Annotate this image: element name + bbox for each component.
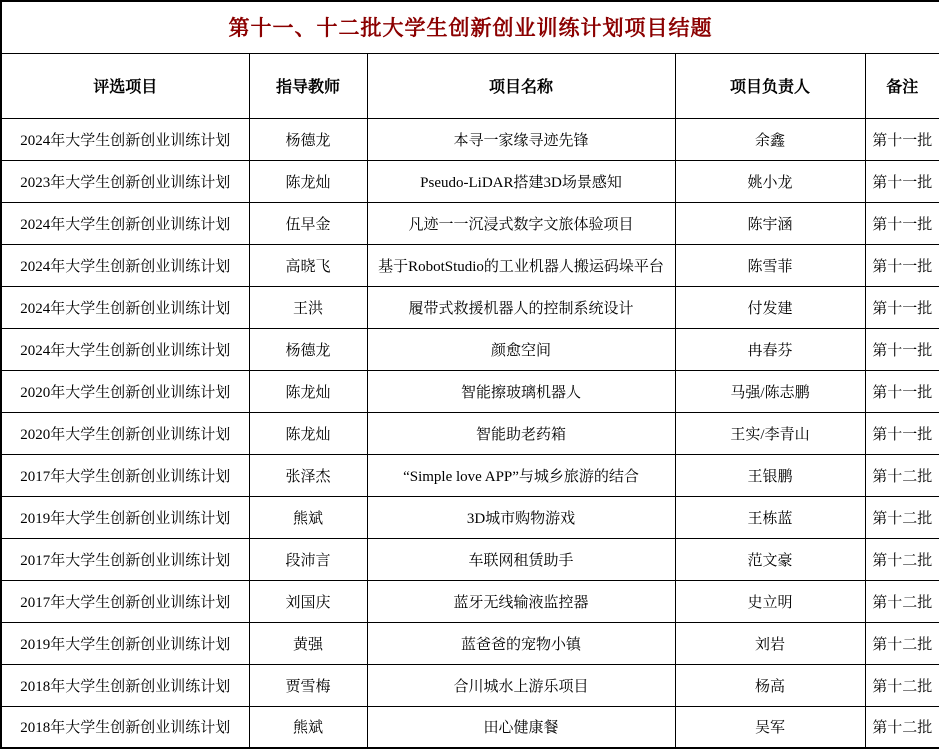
cell-remark: 第十一批: [865, 286, 939, 328]
cell-remark: 第十一批: [865, 202, 939, 244]
cell-project-leader: 吴军: [675, 706, 865, 748]
cell-project-leader: 姚小龙: [675, 160, 865, 202]
table-row: [1, 412, 939, 454]
cell-remark: 第十一批: [865, 328, 939, 370]
cell-advisor: 陈龙灿: [249, 412, 367, 454]
cell-project-leader: 王银鹏: [675, 454, 865, 496]
cell-remark: 第十二批: [865, 454, 939, 496]
cell-remark: 第十二批: [865, 496, 939, 538]
cell-project-name: 基于RobotStudio的工业机器人搬运码垛平台: [367, 244, 675, 286]
cell-project-category: 2024年大学生创新创业训练计划: [1, 328, 249, 370]
cell-project-name: 凡迹一一沉浸式数字文旅体验项目: [367, 202, 675, 244]
cell-project-leader: 王栋蓝: [675, 496, 865, 538]
title-row: [1, 1, 939, 53]
cell-project-leader: 刘岩: [675, 622, 865, 664]
cell-advisor: 伍早金: [249, 202, 367, 244]
table-title: 第十一、十二批大学生创新创业训练计划项目结题: [1, 1, 939, 53]
cell-project-category: 2024年大学生创新创业训练计划: [1, 286, 249, 328]
cell-advisor: 杨德龙: [249, 118, 367, 160]
cell-project-name: 履带式救援机器人的控制系统设计: [367, 286, 675, 328]
cell-project-category: 2024年大学生创新创业训练计划: [1, 118, 249, 160]
cell-advisor: 陈龙灿: [249, 160, 367, 202]
col-header-project-category: 评选项目: [1, 53, 249, 118]
cell-project-leader: 余鑫: [675, 118, 865, 160]
cell-project-name: 车联网租赁助手: [367, 538, 675, 580]
cell-remark: 第十二批: [865, 538, 939, 580]
table-row: [1, 538, 939, 580]
cell-advisor: 熊斌: [249, 496, 367, 538]
cell-project-name: 合川城水上游乐项目: [367, 664, 675, 706]
cell-project-leader: 陈雪菲: [675, 244, 865, 286]
table-row: [1, 244, 939, 286]
header-row: [1, 53, 939, 118]
table-body: [1, 118, 939, 748]
table-row: [1, 286, 939, 328]
cell-project-leader: 陈宇涵: [675, 202, 865, 244]
col-header-project-leader: 项目负责人: [675, 53, 865, 118]
cell-project-leader: 范文豪: [675, 538, 865, 580]
cell-project-leader: 马强/陈志鹏: [675, 370, 865, 412]
cell-advisor: 黄强: [249, 622, 367, 664]
cell-project-category: 2017年大学生创新创业训练计划: [1, 454, 249, 496]
cell-project-category: 2024年大学生创新创业训练计划: [1, 202, 249, 244]
cell-project-name: 蓝爸爸的宠物小镇: [367, 622, 675, 664]
col-header-advisor: 指导教师: [249, 53, 367, 118]
cell-remark: 第十二批: [865, 664, 939, 706]
cell-project-name: Pseudo-LiDAR搭建3D场景感知: [367, 160, 675, 202]
table-row: [1, 118, 939, 160]
cell-remark: 第十二批: [865, 706, 939, 748]
cell-advisor: 陈龙灿: [249, 370, 367, 412]
cell-project-category: 2020年大学生创新创业训练计划: [1, 370, 249, 412]
cell-advisor: 熊斌: [249, 706, 367, 748]
cell-advisor: 段沛言: [249, 538, 367, 580]
cell-project-name: 3D城市购物游戏: [367, 496, 675, 538]
cell-project-name: 智能擦玻璃机器人: [367, 370, 675, 412]
cell-advisor: 刘国庆: [249, 580, 367, 622]
cell-project-name: 本寻一家缘寻迹先锋: [367, 118, 675, 160]
table-row: [1, 370, 939, 412]
cell-project-category: 2019年大学生创新创业训练计划: [1, 622, 249, 664]
cell-project-leader: 冉春芬: [675, 328, 865, 370]
cell-remark: 第十二批: [865, 580, 939, 622]
cell-remark: 第十一批: [865, 160, 939, 202]
cell-project-leader: 史立明: [675, 580, 865, 622]
table-row: [1, 160, 939, 202]
table-row: [1, 664, 939, 706]
cell-project-category: 2017年大学生创新创业训练计划: [1, 538, 249, 580]
cell-project-category: 2023年大学生创新创业训练计划: [1, 160, 249, 202]
table-row: [1, 496, 939, 538]
cell-project-category: 2019年大学生创新创业训练计划: [1, 496, 249, 538]
table-row: [1, 580, 939, 622]
cell-remark: 第十一批: [865, 370, 939, 412]
cell-project-category: 2017年大学生创新创业训练计划: [1, 580, 249, 622]
cell-project-category: 2020年大学生创新创业训练计划: [1, 412, 249, 454]
cell-project-leader: 杨高: [675, 664, 865, 706]
cell-advisor: 高晓飞: [249, 244, 367, 286]
cell-advisor: 张泽杰: [249, 454, 367, 496]
cell-project-name: 田心健康餐: [367, 706, 675, 748]
cell-project-name: 颜愈空间: [367, 328, 675, 370]
cell-project-name: 蓝牙无线输液监控器: [367, 580, 675, 622]
cell-remark: 第十二批: [865, 622, 939, 664]
table-row: [1, 202, 939, 244]
cell-remark: 第十一批: [865, 412, 939, 454]
cell-project-leader: 付发建: [675, 286, 865, 328]
cell-project-category: 2018年大学生创新创业训练计划: [1, 664, 249, 706]
cell-remark: 第十一批: [865, 244, 939, 286]
cell-project-name: 智能助老药箱: [367, 412, 675, 454]
cell-advisor: 杨德龙: [249, 328, 367, 370]
col-header-project-name: 项目名称: [367, 53, 675, 118]
table-row: [1, 622, 939, 664]
cell-project-leader: 王实/李青山: [675, 412, 865, 454]
cell-project-category: 2024年大学生创新创业训练计划: [1, 244, 249, 286]
col-header-remark: 备注: [865, 53, 939, 118]
cell-advisor: 贾雪梅: [249, 664, 367, 706]
cell-project-name: “Simple love APP”与城乡旅游的结合: [367, 454, 675, 496]
cell-project-category: 2018年大学生创新创业训练计划: [1, 706, 249, 748]
table-row: [1, 706, 939, 748]
table-row: [1, 454, 939, 496]
table-row: [1, 328, 939, 370]
cell-remark: 第十一批: [865, 118, 939, 160]
cell-advisor: 王洪: [249, 286, 367, 328]
